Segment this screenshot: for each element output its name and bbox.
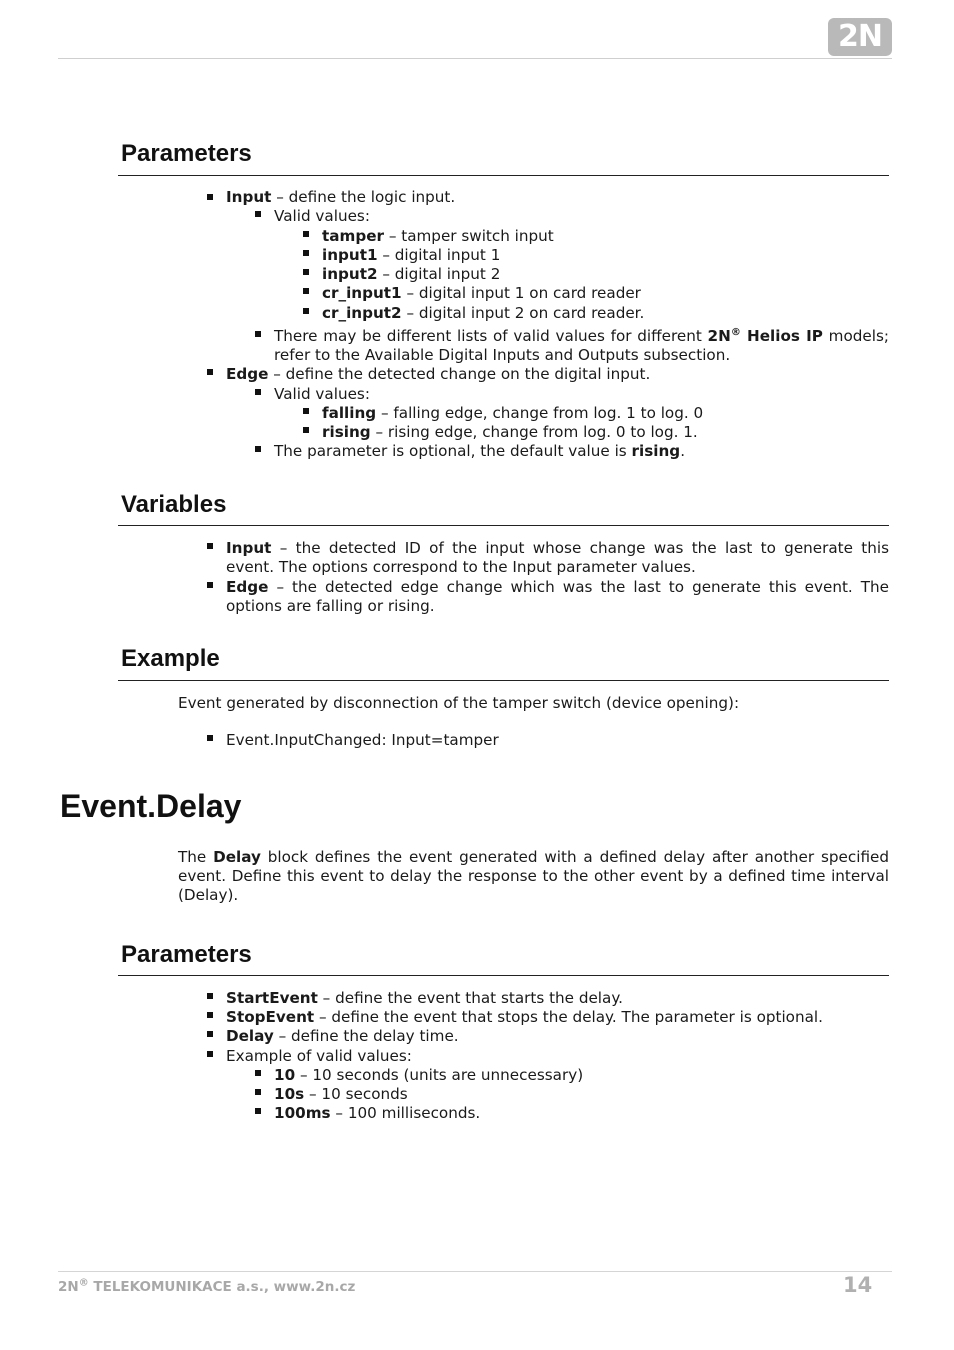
- bullet-icon: [303, 427, 309, 433]
- param-stopevent: StopEvent – define the event that stops the delay. The parameter is optional.: [226, 1008, 823, 1026]
- heading-underline: [118, 525, 889, 526]
- value-falling: falling – falling edge, change from log. 1 to log. 0: [322, 404, 704, 422]
- footer-company: 2N® TELEKOMUNIKACE a.s., www.2n.cz: [58, 1277, 356, 1295]
- param-delay: Delay – define the delay time.: [226, 1027, 459, 1045]
- bullet-icon: [303, 308, 309, 314]
- section-heading-parameters: Parameters: [121, 140, 252, 167]
- bullet-icon: [303, 231, 309, 237]
- bullet-icon: [207, 369, 213, 375]
- bullet-icon: [207, 735, 213, 741]
- footer-divider: [58, 1271, 892, 1272]
- page-number: 14: [843, 1273, 873, 1297]
- section-heading-parameters-2: Parameters: [121, 941, 252, 968]
- bullet-icon: [303, 288, 309, 294]
- value-10: 10 – 10 seconds (units are unnecessary): [274, 1066, 584, 1084]
- bullet-icon: [255, 1108, 261, 1114]
- bullet-icon: [255, 1070, 261, 1076]
- edge-optional-note: The parameter is optional, the default value is rising.: [274, 442, 686, 460]
- input-valid-label: Valid values:: [274, 207, 370, 225]
- value-tamper: tamper – tamper switch input: [322, 227, 554, 245]
- bullet-icon: [255, 1089, 261, 1095]
- heading-underline: [118, 680, 889, 681]
- variable-edge: Edge – the detected edge change which was the last to generate this event. The options are falling or rising.: [226, 578, 889, 615]
- example-intro: Event generated by disconnection of the tamper switch (device opening):: [178, 694, 740, 712]
- bullet-icon: [255, 446, 261, 452]
- value-rising: rising – rising edge, change from log. 0 to log. 1.: [322, 423, 698, 441]
- models-note: There may be different lists of valid values for different 2N® Helios IP models; refer to the Available Digital Inputs and Outputs subsection.: [274, 326, 889, 364]
- bullet-icon: [207, 543, 213, 549]
- bullet-icon: [207, 1031, 213, 1037]
- bullet-icon: [207, 194, 213, 200]
- value-10s: 10s – 10 seconds: [274, 1085, 408, 1103]
- param-startevent: StartEvent – define the event that starts the delay.: [226, 989, 623, 1007]
- heading-underline: [118, 975, 889, 976]
- value-input2: input2 – digital input 2: [322, 265, 501, 283]
- bullet-icon: [207, 1051, 213, 1057]
- page-title-event-delay: Event.Delay: [60, 788, 242, 824]
- company-logo: 2N: [828, 18, 892, 56]
- header-divider: [58, 58, 892, 59]
- bullet-icon: [255, 211, 261, 217]
- bullet-icon: [207, 1012, 213, 1018]
- bullet-icon: [207, 993, 213, 999]
- example-item: Event.InputChanged: Input=tamper: [226, 731, 499, 749]
- bullet-icon: [303, 408, 309, 414]
- param-edge: Edge – define the detected change on the digital input.: [226, 365, 651, 383]
- bullet-icon: [255, 331, 261, 337]
- param-input: Input – define the logic input.: [226, 188, 456, 206]
- bullet-icon: [255, 389, 261, 395]
- example-values-label: Example of valid values:: [226, 1047, 412, 1065]
- edge-valid-label: Valid values:: [274, 385, 370, 403]
- value-100ms: 100ms – 100 milliseconds.: [274, 1104, 481, 1122]
- value-cr-input1: cr_input1 – digital input 1 on card reader: [322, 284, 641, 302]
- variable-input: Input – the detected ID of the input whose change was the last to generate this event. The options correspond to the Input parameter values.: [226, 539, 889, 576]
- bullet-icon: [207, 582, 213, 588]
- value-input1: input1 – digital input 1: [322, 246, 501, 264]
- heading-underline: [118, 175, 889, 176]
- section-heading-example: Example: [121, 645, 220, 672]
- bullet-icon: [303, 269, 309, 275]
- event-delay-intro: The Delay block defines the event generated with a defined delay after another specified event. Define this event to delay the response to the other event by a defined time interval (Delay).: [178, 848, 889, 904]
- bullet-icon: [303, 250, 309, 256]
- section-heading-variables: Variables: [121, 491, 227, 518]
- value-cr-input2: cr_input2 – digital input 2 on card reader.: [322, 304, 645, 322]
